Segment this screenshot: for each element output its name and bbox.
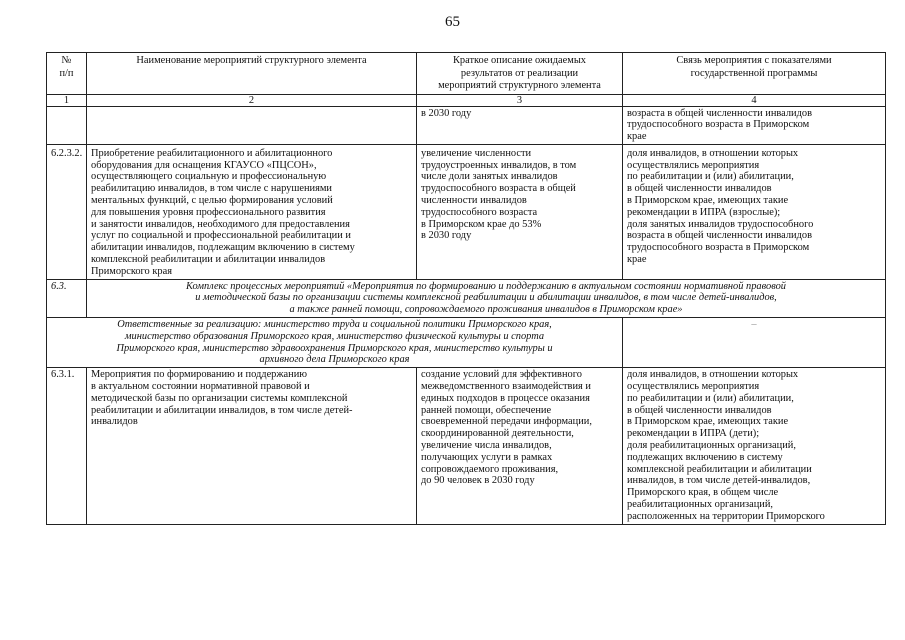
text-line: № — [61, 55, 72, 66]
text-line: создание условий для эффективного — [421, 369, 582, 381]
text-line: трудоспособного возраста в общей — [421, 183, 576, 195]
text-line: межведомственного взаимодействия и — [421, 381, 591, 393]
text-line: крае — [627, 131, 647, 143]
text-line: трудоспособного возраста — [421, 206, 538, 218]
text-line: осуществлялись мероприятия — [627, 159, 760, 171]
row-631-description-lines — [421, 369, 618, 487]
header-description — [417, 53, 623, 95]
text-line: осуществлялись мероприятия — [627, 381, 760, 393]
continuation-link — [623, 106, 886, 144]
column-number-1: 1 — [47, 94, 87, 106]
column-number-3: 3 — [417, 94, 623, 106]
row-631-link-lines — [627, 369, 881, 522]
text-line: сопровождаемого проживания, — [421, 463, 559, 475]
responsible-text-lines — [51, 319, 618, 366]
text-line: единых подходов в процессе оказания — [421, 392, 590, 404]
text-line: министерство образования Приморского края, министерство физической культуры и спорта — [124, 330, 545, 342]
text-line: ранней помощи, обеспечение — [421, 404, 552, 416]
row-631-description — [417, 368, 623, 524]
table-row-631 — [47, 368, 886, 524]
text-line: а также ранней помощи, сопровождаемого проживания инвалидов в Приморском крае» — [289, 304, 683, 316]
text-line: в Приморском крае, имеющих такие — [627, 195, 789, 207]
row-6232-num: 6.2.3.2. — [47, 144, 87, 279]
text-line: Мероприятия по формированию и поддержанию — [91, 369, 308, 381]
text-line: реабилитации и абилитации инвалидов, в том числе детей- — [91, 404, 353, 416]
row-631-num: 6.3.1. — [47, 368, 87, 524]
text-line: для повышения уровня профессионального развития — [91, 206, 326, 218]
text-line: Приморского края, в общем числе — [627, 487, 779, 499]
text-line: государственной программы — [690, 67, 818, 79]
row-631-link — [623, 368, 886, 524]
text-line: доля инвалидов, в отношении которых — [627, 369, 799, 381]
column-number-2: 2 — [87, 94, 417, 106]
header-link — [623, 53, 886, 95]
text-line: в 2030 году — [421, 107, 472, 119]
text-line: и методической базы по организации системы комплексной реабилитации и абилитации инвалидов, в том числе детей-инвалидов, — [195, 292, 777, 304]
header-link-lines — [627, 55, 881, 80]
header-num — [47, 53, 87, 95]
text-line: архивного дела Приморского края — [259, 354, 410, 366]
text-line: своевременной передачи информации, — [421, 416, 592, 428]
text-line: инвалидов — [91, 416, 138, 428]
text-line: услуг по социальной и профессиональной реабилитации и — [91, 230, 351, 242]
text-line: подлежащих включению в систему — [627, 451, 783, 463]
text-line: Связь мероприятия с показателями — [676, 55, 832, 66]
row-6232-name — [87, 144, 417, 279]
text-line: мероприятий структурного элемента — [438, 80, 601, 91]
text-line: получающих услуги в рамках — [421, 451, 553, 463]
text-line: трудоустроенных инвалидов, в том — [421, 159, 577, 171]
text-line: трудоспособного возраста в Приморском — [627, 242, 810, 254]
header-description-lines — [421, 55, 618, 93]
table-row-63 — [47, 279, 886, 317]
row-6232-name-lines — [91, 148, 412, 278]
text-line: реабилитацию инвалидов, в том числе с нарушениями — [91, 183, 332, 195]
text-line: численности инвалидов — [421, 195, 527, 207]
text-line: расположенных на территории Приморского — [627, 510, 825, 522]
text-line: в Приморском крае до 53% — [421, 218, 542, 230]
text-line: в актуальном состоянии нормативной правовой и — [91, 381, 310, 393]
text-line: в Приморском крае, имеющих такие — [627, 416, 789, 428]
text-line: в общей численности инвалидов — [627, 183, 772, 195]
text-line: Ответственные за реализацию: министерство труда и социальной политики Приморского края, — [117, 319, 552, 331]
text-line: рекомендации в ИПРА (дети); — [627, 428, 760, 440]
row-6232-link — [623, 144, 886, 279]
text-line: трудоспособного возраста в Приморском — [627, 119, 810, 131]
text-line: доля инвалидов, в отношении которых — [627, 147, 799, 159]
text-line: возраста в общей численности инвалидов — [627, 107, 812, 119]
text-line: рекомендации в ИПРА (взрослые); — [627, 206, 781, 218]
page-number: 65 — [445, 14, 460, 30]
continuation-name — [87, 106, 417, 144]
row-63-title — [87, 279, 886, 317]
text-line: и занятости инвалидов, необходимого для предоставления — [91, 218, 350, 230]
column-number-row — [47, 94, 886, 106]
text-line: комплексной реабилитации и абилитации инвалидов — [91, 254, 326, 266]
row-6232-description — [417, 144, 623, 279]
row-6232-description-lines — [421, 148, 618, 242]
text-line: числе доли занятых инвалидов — [421, 171, 558, 183]
text-line: реабилитационных организаций, — [627, 499, 774, 510]
text-line: в 2030 году — [421, 230, 472, 242]
header-row — [47, 53, 886, 95]
row-631-name — [87, 368, 417, 524]
text-line: увеличение числа инвалидов, — [421, 440, 552, 452]
text-line: по реабилитации и (или) абилитации, — [627, 171, 794, 183]
continuation-num — [47, 106, 87, 144]
text-line: ментальных функций, с целью формирования условий — [91, 195, 333, 207]
text-line: результатов от реализации — [460, 67, 579, 79]
program-table — [46, 52, 886, 525]
text-line: оборудования для оснащения КГАУСО «ПЦСОН», — [91, 159, 317, 171]
continuation-row — [47, 106, 886, 144]
text-line: методической базы по организации системы комплексной — [91, 392, 348, 404]
table-row-6232 — [47, 144, 886, 279]
text-line: Приморского края — [91, 265, 172, 277]
header-name: Наименование мероприятий структурного элемента — [87, 53, 417, 95]
text-line: комплексной реабилитации и абилитации — [627, 463, 812, 475]
continuation-description — [417, 106, 623, 144]
text-line: Комплекс процессных мероприятий «Мероприятия по формированию и поддержанию в актуальном состоянии нормативной правовой — [186, 280, 786, 292]
text-line: в общей численности инвалидов — [627, 404, 772, 416]
continuation-description-lines — [421, 108, 618, 120]
text-line: доля занятых инвалидов трудоспособного — [627, 218, 814, 230]
text-line: Приморского края, министерство здравоохранения Приморского края, министерство культуры и — [116, 342, 553, 354]
text-line: абилитации инвалидов, подлежащим включению в систему — [91, 242, 355, 254]
text-line: инвалидов, в том числе детей-инвалидов, — [627, 475, 811, 487]
row-63-num: 6.3. — [47, 279, 87, 317]
responsible-text — [47, 318, 623, 368]
text-line: по реабилитации и (или) абилитации, — [627, 392, 794, 404]
text-line: до 90 человек в 2030 году — [421, 475, 535, 487]
text-line: возраста в общей численности инвалидов — [627, 230, 812, 242]
text-line: увеличение численности — [421, 147, 532, 159]
text-line: Краткое описание ожидаемых — [453, 55, 586, 66]
text-line: доля реабилитационных организаций, — [627, 440, 796, 452]
text-line: п/п — [59, 67, 74, 79]
row-6232-link-lines — [627, 148, 881, 266]
text-line: крае — [627, 254, 647, 266]
row-63-title-lines — [91, 281, 881, 316]
column-number-4: 4 — [623, 94, 886, 106]
text-line: Приобретение реабилитационного и абилитационного — [91, 147, 333, 159]
row-631-name-lines — [91, 369, 412, 428]
text-line: скоординированной деятельности, — [421, 428, 574, 440]
responsible-link: – — [623, 318, 886, 368]
header-num-lines — [51, 55, 82, 80]
continuation-link-lines — [627, 108, 881, 143]
text-line: осуществляющего социальную и профессиональную — [91, 171, 327, 183]
responsible-row — [47, 318, 886, 368]
